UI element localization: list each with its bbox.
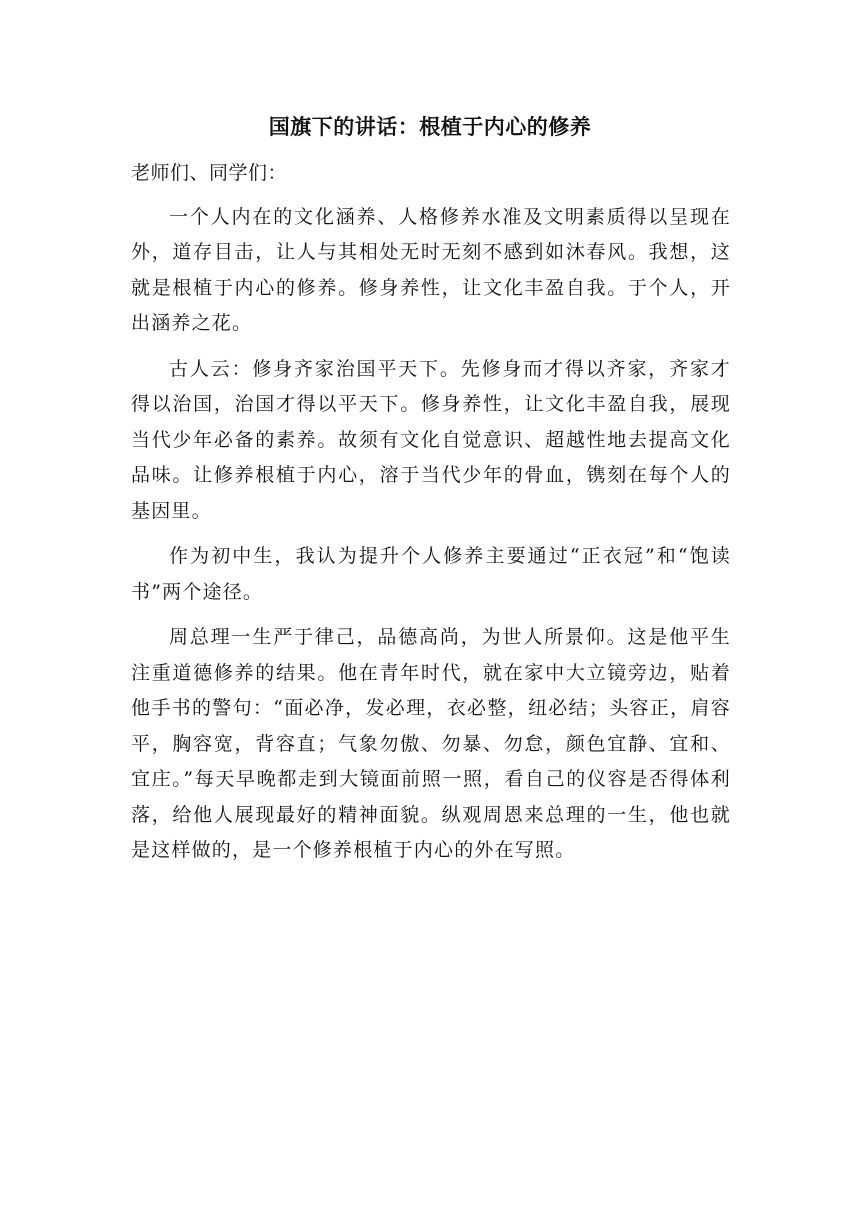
paragraph-3: 作为初中生，我认为提升个人修养主要通过“正衣冠”和“饱读书”两个途径。 [131, 545, 731, 603]
paragraph-2: 古人云：修身齐家治国平天下。先修身而才得以齐家，齐家才得以治国，治国才得以平天下。修身养性，让文化丰盈自我，展现当代少年必备的素养。故须有文化自觉意识、超越性地去提高文化品味。让修养根植于内心，溶于当代少年的骨血，镌刻在每个人的基因里。 [131, 357, 731, 522]
paragraph-1: 一个人内在的文化涵养、人格修养水准及文明素质得以呈现在外，道存目击，让人与其相处无时无刻不感到如沐春风。我想，这就是根植于内心的修养。修身养性，让文化丰盈自我。于个人，开出涵养之花。 [131, 205, 731, 334]
document-body [131, 156, 731, 879]
paragraph-4: 周总理一生严于律己，品德高尚，为世人所景仰。这是他平生注重道德修养的结果。他在青年时代，就在家中大立镜旁边，贴着他手书的警句：“面必净，发必理，衣必整，纽必结；头容正，肩容平，胸容宽，背容直；气象勿傲、勿暴、勿怠，颜色宜静、宜和、宜庄。”每天早晚都走到大镜面前照一照，看自己的仪容是否得体利落，给他人展现最好的精神面貌。纵观周恩来总理的一生，他也就是这样做的，是一个修养根植于内心的外在写照。 [131, 626, 731, 861]
document-title: 国旗下的讲话：根植于内心的修养 [268, 114, 592, 139]
salutation: 老师们、同学们： [131, 162, 288, 184]
